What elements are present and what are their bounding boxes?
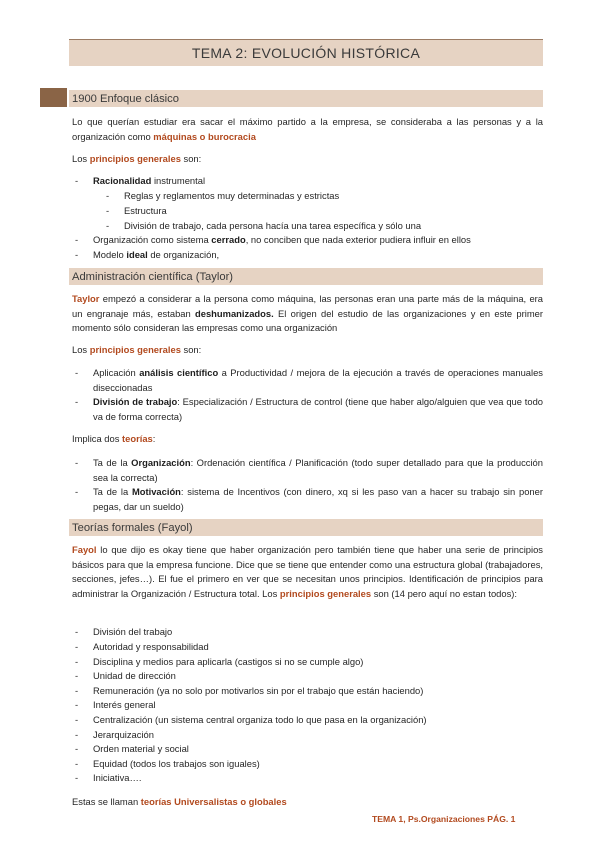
- section-heading-classic: 1900 Enfoque clásico: [69, 90, 543, 107]
- section-heading-fayol: Teorías formales (Fayol): [69, 519, 543, 536]
- section-heading-taylor: Administración científica (Taylor): [69, 268, 543, 285]
- paragraph-fayol: Fayol lo que dijo es okay tiene que haber organización pero también tiene que haber una serie de principios básicos para que la empresa funcione. Dice que se tiene que entender como una estructura global (trabajadores, secciones, jefes…). El fue el primero en ver que se necesitan unos principios. Identificación de principios para administrar la Organización / Estructura total. Los principios generales son (14 pero aquí no estan todos):: [72, 544, 543, 599]
- paragraph-classic-intro: Lo que querían estudiar era sacar el máximo partido a la empresa, se consideraba a las personas y a la organización como máquinas o burocracia: [72, 116, 543, 142]
- page-footer: TEMA 1, Ps.Organizaciones PÁG. 1: [372, 814, 516, 824]
- paragraph-closing: Estas se llaman teorías Universalistas o globales: [72, 796, 287, 807]
- paragraph-principles-label: Los principios generales son:: [72, 153, 202, 164]
- paragraph-principles-label: Los principios generales son:: [72, 344, 202, 355]
- section-marker-icon: [40, 88, 67, 107]
- document-page: TEMA 2: EVOLUCIÓN HISTÓRICA 1900 Enfoque clásico Lo que querían estudiar era sacar el máximo partido a la empresa, se consideraba a las personas y a la organización como máquinas o burocracia Los principios generales son: - Racionalidad instrumental - Reglas y reglamentos muy determinadas y estrictas - Estructura - División de trabajo, cada persona hacía una tarea específica y sólo una - Organización como sistema cerrado, no conciben que nada exterior pudiera influir en ellos - Modelo ideal de organización, Administración científica (Taylor) Taylor empezó a considerar a la persona como máquina, las personas eran una parte más de la máquina, era un engranaje más, estaban deshumanizados. El origen del estudio de las organizaciones y en este primer momento sólo consideran las empresas como una organización Los principios generales son: - Aplicación análisis científico a Productividad / mejora de la ejecución a través de operaciones manuales diseccionadas - División de trabajo: Especialización / Estructura de control (tiene que haber algo/alguien que vea que todo va de forma correcta) Implica dos teorías: - Ta de la Organización: Ordenación científica / Planificación (todo super detallado para que la producción sea la correcta) - Ta de la Motivación: sistema de Incentivos (con dinero, xq si les paso van a hacer su trabajo sin poner pegas, dar un sueldo) Teorías formales (Fayol) Fayol lo que dijo es okay tiene que haber organización pero también tiene que haber una serie de principios básicos para que la empresa funcione. Dice que se tiene que entender como una estructura global (trabajadores, secciones, jefes…). El fue el primero en ver que se necesitan unos principios. Identificación de principios para administrar la Organización / Estructura total. Los principios generales son (14 pero aquí no estan todos): - División del trabajo - Autoridad y responsabilidad - Disciplina y medios para aplicarla (castigos si no se cumple algo) - Unidad de dirección - Remuneración (ya no solo por motivarlos sin por el trabajo que están haciendo) - Interés general - Centralización (un sistema central organiza todo lo que pasa en la organización) - Jerarquización - Orden material y social - Equidad (todos los trabajos son iguales) - Iniciativa…. Estas se llaman teorías Universalistas o globales TEMA 1, Ps.Organizaciones PÁG. 1: [0, 0, 600, 848]
- paragraph-taylor: Taylor empezó a considerar a la persona como máquina, las personas eran una parte más de la máquina, era un engranaje más, estaban deshumanizados. El origen del estudio de las organizaciones y en este primer momento sólo consideran las empresas como una organización: [72, 293, 543, 334]
- page-title: TEMA 2: EVOLUCIÓN HISTÓRICA: [69, 39, 543, 66]
- paragraph-theories-label: Implica dos teorías:: [72, 433, 156, 444]
